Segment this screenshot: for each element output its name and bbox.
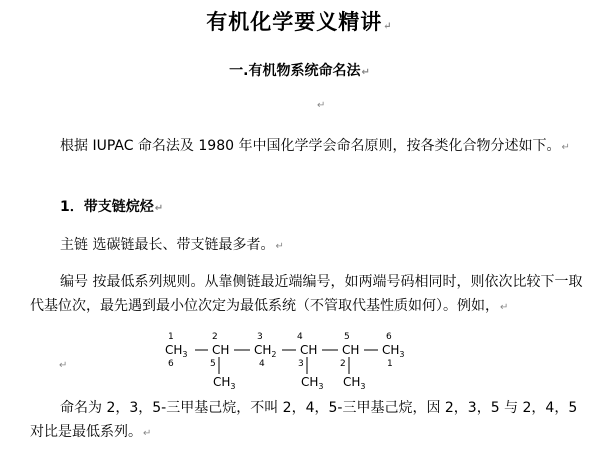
methyl-branch: $CH_3$	[301, 375, 324, 391]
carbon-group-4: CH	[300, 343, 318, 357]
top-number: 1	[168, 332, 174, 342]
carbon-group-5: CH	[342, 343, 360, 357]
top-number: 4	[297, 332, 303, 342]
section-heading-text: 一.有机物系统命名法	[229, 63, 361, 79]
main-chain-groups	[165, 343, 405, 359]
top-number: 3	[257, 332, 263, 342]
structural-formula	[160, 330, 430, 394]
carbon-group-1: $CH_3$	[165, 343, 188, 359]
naming-paragraph	[30, 396, 590, 446]
numbering-paragraph	[30, 270, 590, 320]
bottom-number: 2	[340, 359, 346, 369]
methyl-branch: $CH_3$	[343, 375, 366, 391]
bottom-number: 3	[298, 359, 304, 369]
subheading-text: 1．带支链烷烃	[60, 199, 154, 215]
main-chain-paragraph	[30, 233, 590, 259]
paragraph-mark: ↵	[275, 241, 284, 252]
numbering-text: 编号 按最低系列规则。从靠侧链最近端编号，如两端号码相同时，则依次比较下一取代基位次，最先遇到最小位次定为最低系统（不管取代基性质如何）。例如，	[30, 274, 583, 314]
bottom-number: 5	[210, 359, 216, 369]
intro-text: 根据 IUPAC 命名法及 1980 年中国化学学会命名原则，按各类化合物分述如下。	[60, 138, 561, 154]
bottom-number: 4	[259, 359, 265, 369]
title-text: 有机化学要义精讲	[206, 9, 383, 34]
top-position-numbers	[168, 332, 392, 342]
paragraph-mark: ↵	[361, 67, 370, 78]
section-heading	[0, 60, 599, 80]
empty-paragraph-mark: ↵	[317, 100, 326, 111]
paragraph-mark: ↵	[561, 142, 570, 153]
paragraph-mark: ↵	[500, 302, 509, 313]
naming-text: 命名为 2，3，5-三甲基己烷，不叫 2，4，5-三甲基己烷，因 2，3，5 与 2，4，5 对比是最低系列。	[30, 400, 578, 440]
carbon-group-3: $CH_2$	[254, 343, 277, 359]
top-number: 5	[344, 332, 350, 342]
page-title	[0, 6, 599, 36]
main-chain-text: 主链 选碳链最长、带支链最多者。	[60, 237, 275, 253]
methyl-branches	[213, 375, 366, 391]
structure-paragraph-mark: ↵	[59, 360, 68, 371]
carbon-group-6: $CH_3$	[382, 343, 405, 359]
bottom-position-numbers	[168, 359, 393, 369]
methyl-branch: $CH_3$	[213, 375, 236, 391]
bottom-number: 6	[168, 359, 174, 369]
subheading	[60, 196, 163, 216]
paragraph-mark: ↵	[154, 203, 164, 214]
top-number: 2	[212, 332, 218, 342]
bottom-number: 1	[387, 359, 393, 369]
paragraph-mark: ↵	[143, 428, 152, 439]
top-number: 6	[386, 332, 392, 342]
intro-paragraph	[30, 134, 590, 160]
paragraph-mark: ↵	[383, 21, 393, 32]
carbon-group-2: CH	[212, 343, 230, 357]
